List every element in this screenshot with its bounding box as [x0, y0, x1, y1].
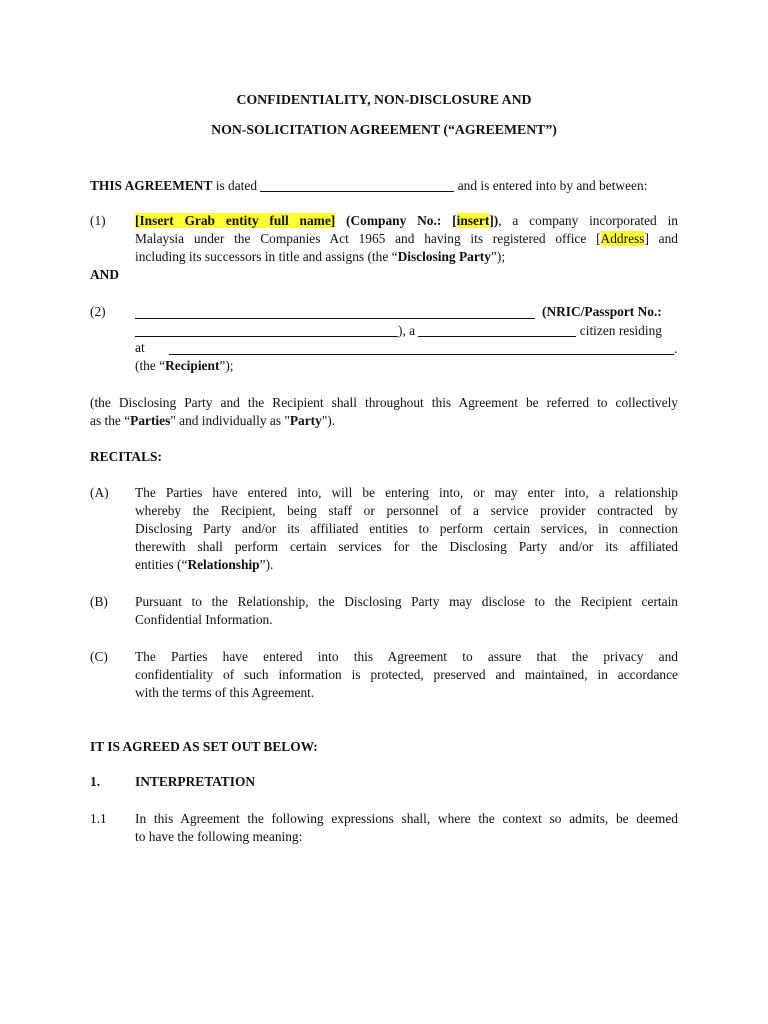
recital-c — [135, 648, 678, 702]
party1-block — [135, 212, 678, 266]
recital-a-line-2: whereby the Recipient, being staff or personnel of a service provider contracted by — [135, 503, 678, 518]
intro-rest: and is entered into by and between: — [454, 178, 648, 193]
clause-1-1-num: 1.1 — [90, 811, 107, 826]
party-term: Party — [289, 413, 322, 428]
parties-line-1: (the Disclosing Party and the Recipient shall throughout this Agreement be referred to collectively — [90, 395, 678, 410]
clause-1-1-line-2: to have the following meaning: — [135, 829, 303, 844]
company-no-label: (Company No.: [ — [335, 213, 457, 228]
party2-line-2 — [135, 321, 662, 340]
party1-line-1 — [135, 212, 678, 230]
party1-text-1: , a company incorporated in — [498, 213, 678, 228]
date-blank — [260, 178, 454, 192]
section-1-num: 1. — [90, 774, 101, 789]
name-blank — [135, 305, 535, 319]
recital-b-num: (B) — [90, 594, 108, 609]
recital-a — [135, 484, 678, 574]
recital-b-line-1: Pursuant to the Relationship, the Disclosing Party may disclose to the Recipient certain — [135, 594, 678, 609]
parties-line-2 — [90, 412, 678, 430]
section-1-title: INTERPRETATION — [135, 774, 256, 789]
insert-placeholder: insert — [456, 213, 490, 228]
intro-line — [90, 176, 647, 195]
recital-c-line-3: with the terms of this Agreement. — [135, 685, 315, 700]
party1-text-4: including its successors in title and assigns (the “ — [135, 249, 398, 264]
recital-a-line-4: therewith shall perform certain services for the Disclosing Party and/or its affiliated — [135, 539, 678, 554]
nationality-blank — [418, 323, 576, 337]
relationship-term: Relationship — [187, 557, 260, 572]
party2-num: (2) — [90, 304, 106, 319]
recitals-heading: RECITALS: — [90, 449, 162, 464]
nric-label: (NRIC/Passport No.: — [542, 304, 662, 319]
agreed-heading: IT IS AGREED AS SET OUT BELOW: — [90, 739, 318, 754]
address-blank-line — [169, 339, 677, 358]
intro-dated: is dated — [212, 178, 261, 193]
party1-line-3 — [135, 248, 678, 266]
intro-bold: THIS AGREEMENT — [90, 178, 213, 193]
recipient-term: Recipient — [165, 358, 220, 373]
recital-b-line-2: Confidential Information. — [135, 612, 273, 627]
disclosing-party-term: Disclosing Party — [397, 249, 491, 264]
nric-blank — [135, 323, 398, 337]
recital-a-last-pre: entities (“ — [135, 557, 188, 572]
company-no-close: ]) — [489, 213, 499, 228]
parties-text-2a: as the “ — [90, 413, 131, 428]
address-blank — [169, 341, 674, 355]
parties-text-2b: " and individually as " — [170, 413, 290, 428]
title-line-2: NON-SOLICITATION AGREEMENT (“AGREEMENT”) — [211, 122, 557, 137]
and-label: AND — [90, 267, 120, 282]
party2-line-4 — [135, 357, 234, 375]
party2-period: . — [674, 341, 678, 356]
recipient-close: ”); — [219, 358, 234, 373]
party2-line-3 — [135, 339, 145, 357]
party2-line-1 — [135, 303, 535, 322]
recital-a-line-1: The Parties have entered into, will be entering into, or may enter into, a relationship — [135, 485, 678, 500]
recital-a-line-5 — [135, 556, 678, 574]
party2-at: at — [135, 340, 145, 355]
clause-1-1-line-1: In this Agreement the following expressions shall, where the context so admits, be deemed — [135, 811, 678, 826]
parties-term: Parties — [130, 413, 171, 428]
recital-a-last-post: ”). — [259, 557, 274, 572]
address-placeholder: Address — [600, 231, 645, 246]
title-line-1: CONFIDENTIALITY, NON-DISCLOSURE AND — [236, 92, 532, 107]
parties-text-2c: "). — [321, 413, 336, 428]
parties-paragraph — [90, 394, 678, 430]
clause-1-1 — [135, 810, 678, 846]
party1-line-2 — [135, 230, 678, 248]
party2-citizen: citizen residing — [576, 323, 662, 338]
recital-a-num: (A) — [90, 485, 109, 500]
recipient-open: (the “ — [135, 358, 166, 373]
recital-b — [135, 593, 678, 629]
party1-num: (1) — [90, 213, 106, 228]
recital-c-num: (C) — [90, 649, 108, 664]
recital-c-line-1: The Parties have entered into this Agreement to assure that the privacy and — [135, 649, 678, 664]
party1-text-2: Malaysia under the Companies Act 1965 and having its registered office [ — [135, 231, 601, 246]
recital-a-line-3: Disclosing Party and/or its affiliated entities to perform certain services, in connection — [135, 521, 678, 536]
recital-c-line-2: confidentiality of such information is protected, preserved and maintained, in accordance — [135, 667, 678, 682]
entity-placeholder: [Insert Grab entity full name] — [135, 213, 336, 228]
party2-comma-a: ), a — [398, 323, 419, 338]
party1-text-5: ”); — [490, 249, 506, 264]
party1-text-3: ] and — [644, 231, 678, 246]
